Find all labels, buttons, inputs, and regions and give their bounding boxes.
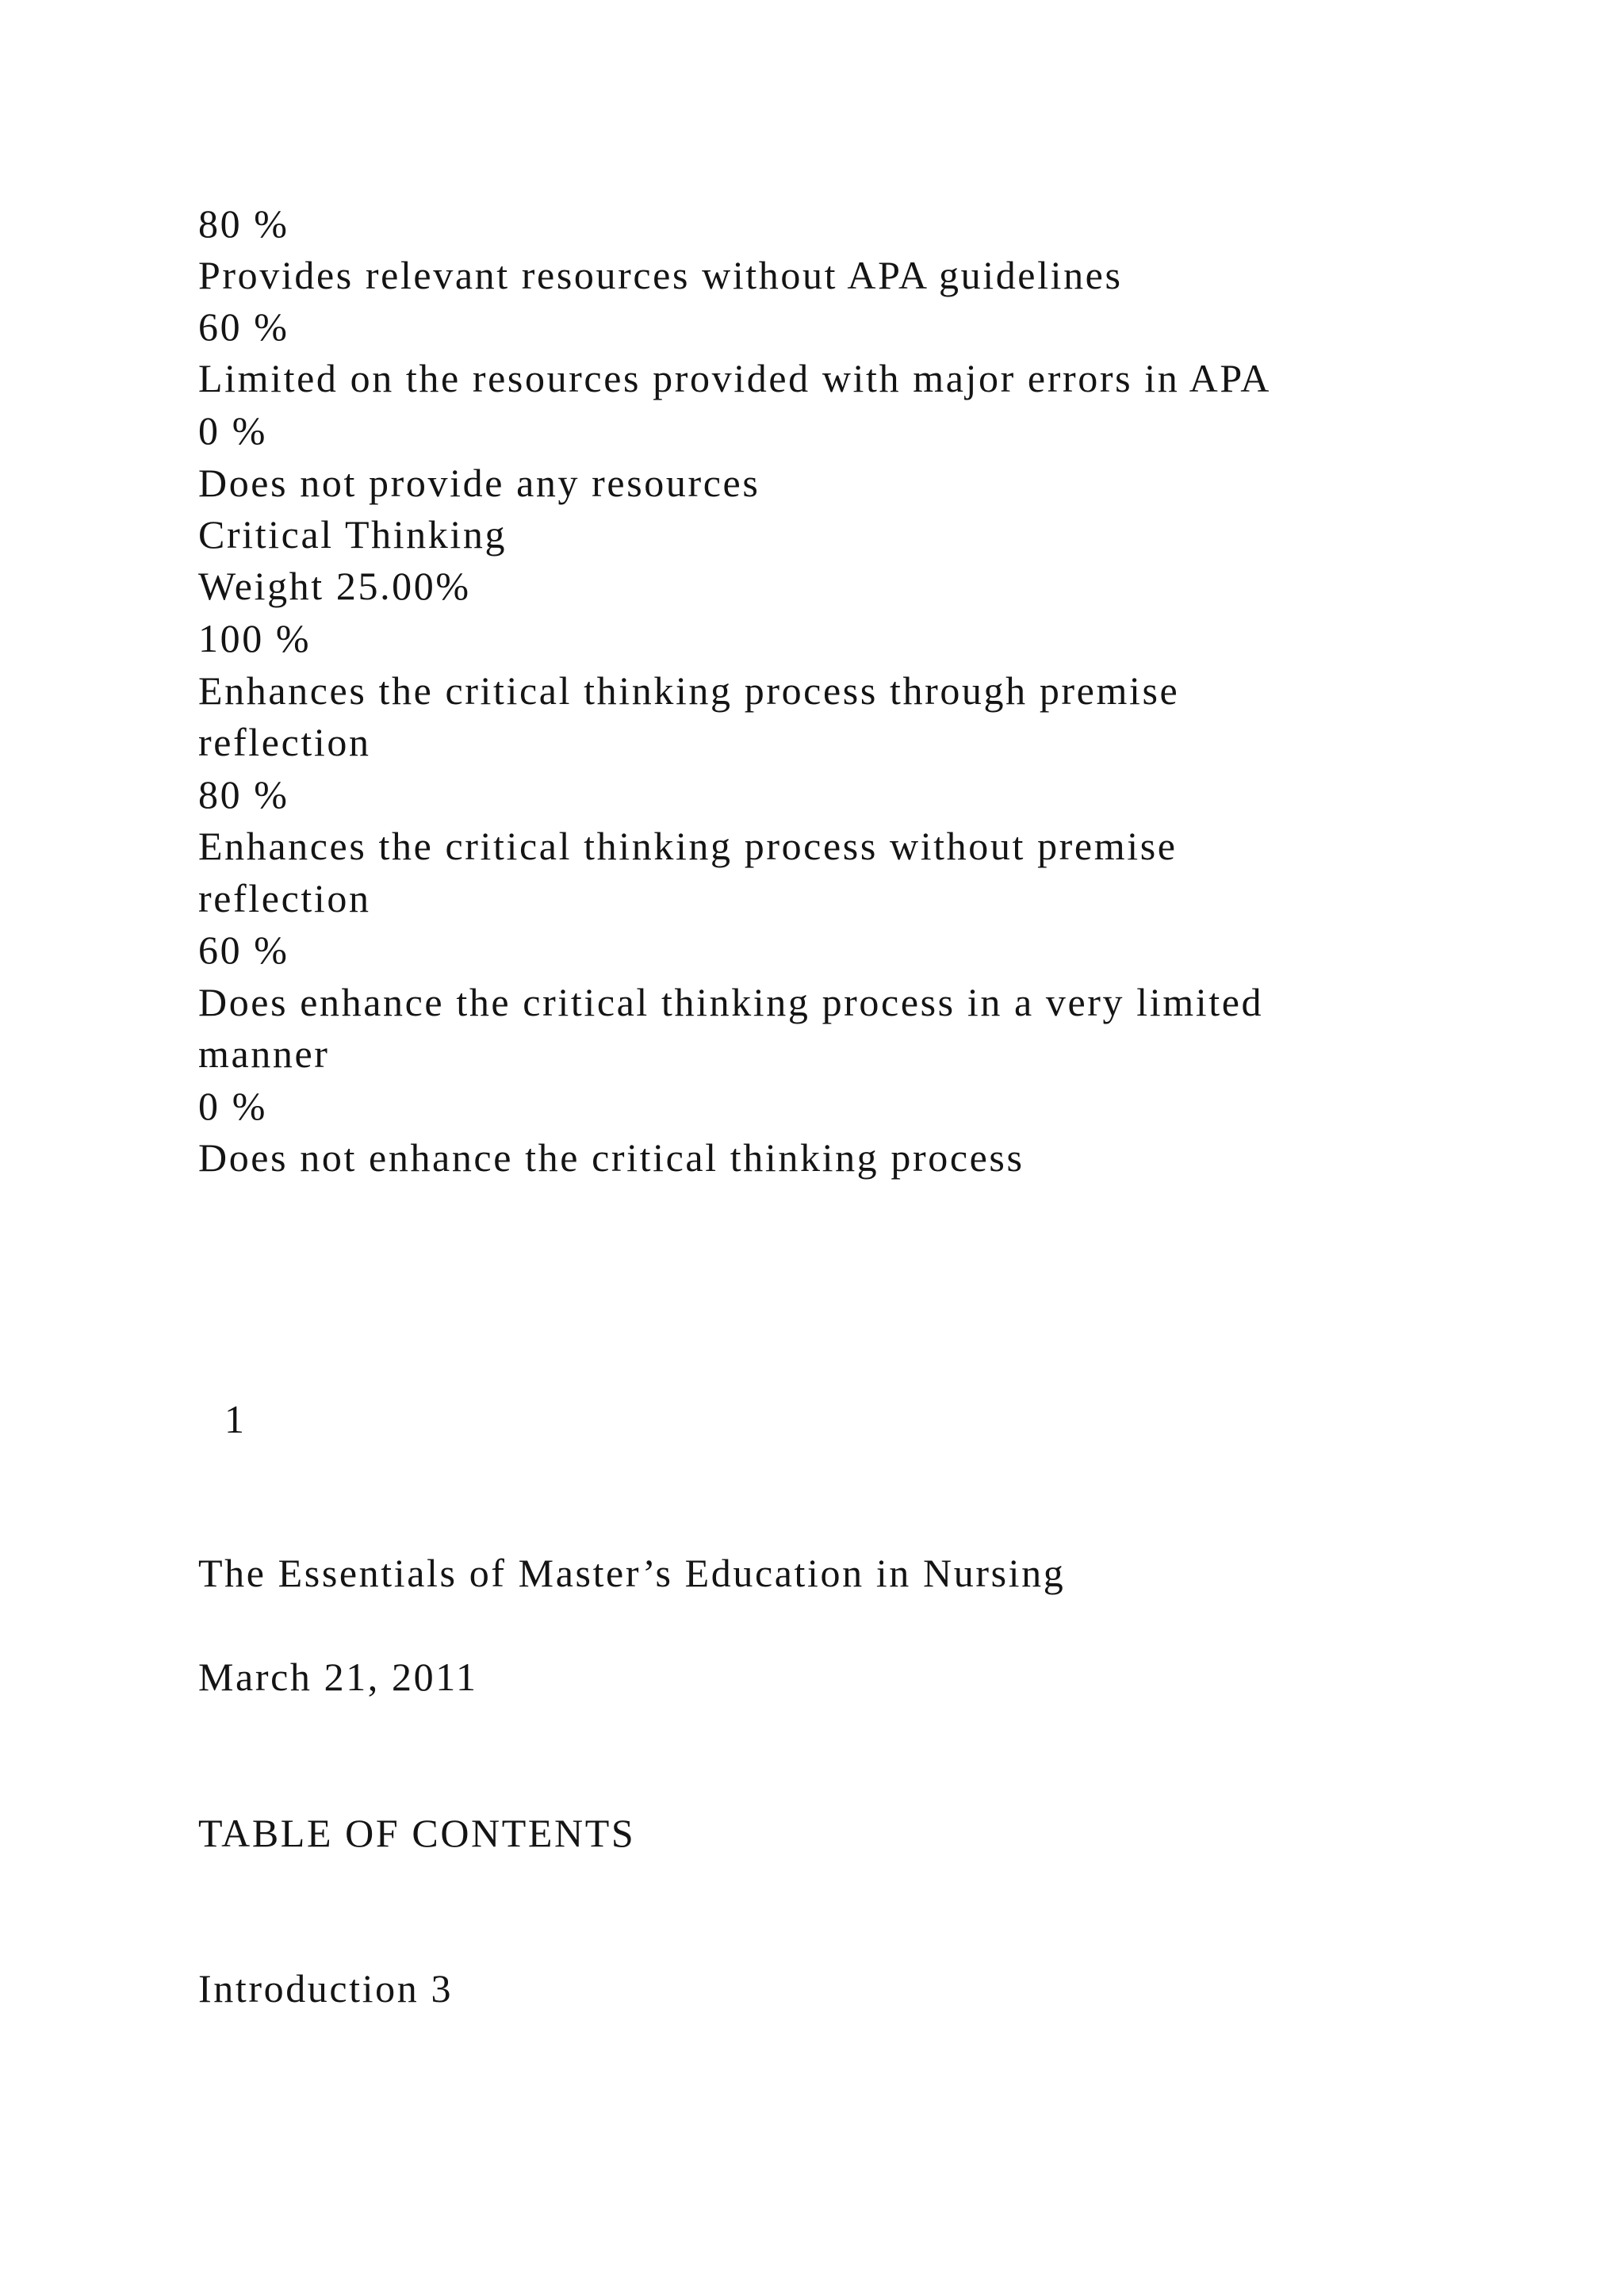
- rubric-percent: 0 %: [198, 408, 267, 453]
- rubric-percent: 0 %: [198, 1084, 267, 1128]
- rubric-description: Does not enhance the critical thinking process: [198, 1135, 1025, 1180]
- rubric-percent: 80 %: [198, 201, 289, 246]
- rubric-description: manner: [198, 1031, 330, 1076]
- rubric-description: Enhances the critical thinking process through premise: [198, 668, 1180, 713]
- rubric-description: reflection: [198, 720, 371, 764]
- rubric-description: Does not provide any resources: [198, 461, 760, 505]
- rubric-description: Does enhance the critical thinking process in a very limited: [198, 980, 1264, 1024]
- rubric-description: reflection: [198, 876, 371, 920]
- toc-heading: TABLE OF CONTENTS: [198, 1811, 636, 1855]
- document-title: The Essentials of Master’s Education in Nursing: [198, 1551, 1066, 1595]
- criterion-title: Critical Thinking: [198, 512, 508, 557]
- toc-entry: Introduction 3: [198, 1966, 454, 2011]
- document-date: March 21, 2011: [198, 1655, 478, 1699]
- rubric-description: Provides relevant resources without APA guidelines: [198, 253, 1123, 297]
- criterion-weight: Weight 25.00%: [198, 564, 471, 608]
- rubric-percent: 60 %: [198, 304, 289, 349]
- rubric-percent: 80 %: [198, 772, 289, 817]
- rubric-description: Enhances the critical thinking process without premise: [198, 824, 1178, 868]
- rubric-percent: 60 %: [198, 928, 289, 972]
- rubric-description: Limited on the resources provided with major errors in APA: [198, 356, 1271, 400]
- rubric-percent: 100 %: [198, 616, 312, 660]
- page-number: 1: [224, 1397, 247, 1441]
